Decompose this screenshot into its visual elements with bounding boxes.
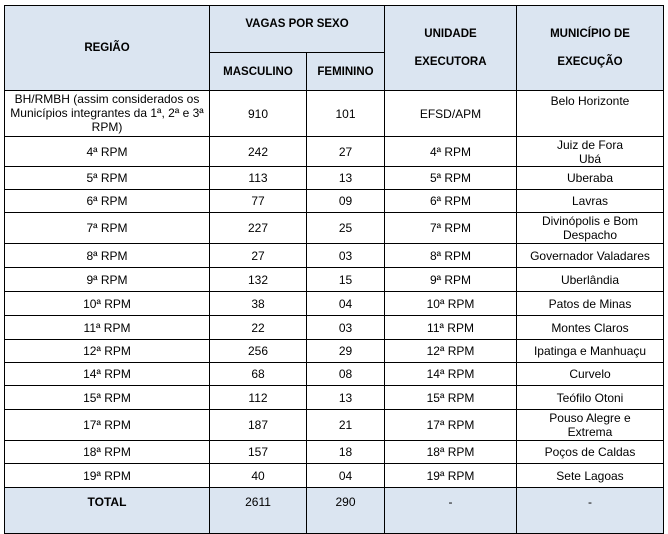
cell-total-feminino: 290 <box>307 488 385 534</box>
cell-feminino: 21 <box>307 410 385 441</box>
cell-feminino: 04 <box>307 292 385 316</box>
header-feminino: FEMININO <box>307 53 385 91</box>
cell-regiao: 17ª RPM <box>5 410 210 441</box>
table-body <box>5 91 664 534</box>
cell-municipio: Lavras <box>517 190 664 213</box>
table-row <box>5 410 664 441</box>
cell-feminino: 27 <box>307 137 385 167</box>
cell-masculino: 187 <box>210 410 307 441</box>
cell-masculino: 68 <box>210 363 307 386</box>
table-row <box>5 441 664 464</box>
table-row <box>5 244 664 268</box>
table-row <box>5 213 664 244</box>
cell-municipio: Pouso Alegre e Extrema <box>517 410 664 441</box>
cell-regiao: 8ª RPM <box>5 244 210 268</box>
cell-feminino: 29 <box>307 340 385 363</box>
table-row <box>5 363 664 386</box>
cell-regiao: 14ª RPM <box>5 363 210 386</box>
table-row <box>5 268 664 292</box>
cell-total-unidade: - <box>385 488 517 534</box>
cell-feminino: 08 <box>307 363 385 386</box>
cell-unidade: 9ª RPM <box>385 268 517 292</box>
cell-masculino: 113 <box>210 167 307 190</box>
table-row <box>5 386 664 410</box>
cell-masculino: 40 <box>210 464 307 488</box>
cell-unidade: 4ª RPM <box>385 137 517 167</box>
cell-feminino: 03 <box>307 244 385 268</box>
cell-regiao: 5ª RPM <box>5 167 210 190</box>
cell-masculino: 227 <box>210 213 307 244</box>
table-row <box>5 167 664 190</box>
cell-unidade: 19ª RPM <box>385 464 517 488</box>
header-vagas-por-sexo: VAGAS POR SEXO <box>210 6 385 53</box>
cell-municipio: Curvelo <box>517 363 664 386</box>
cell-masculino: 27 <box>210 244 307 268</box>
cell-regiao: 4ª RPM <box>5 137 210 167</box>
header-unidade-line2: EXECUTORA <box>414 56 487 68</box>
cell-feminino: 18 <box>307 441 385 464</box>
total-row <box>5 488 664 534</box>
cell-unidade: EFSD/APM <box>385 91 517 137</box>
cell-unidade: 10ª RPM <box>385 292 517 316</box>
cell-municipio: Divinópolis e Bom Despacho <box>517 213 664 244</box>
header-municipio-line2: EXECUÇÃO <box>557 56 623 68</box>
cell-feminino: 101 <box>307 91 385 137</box>
header-masculino: MASCULINO <box>210 53 307 91</box>
cell-total-municipio: - <box>517 488 664 534</box>
cell-regiao: 7ª RPM <box>5 213 210 244</box>
cell-unidade: 18ª RPM <box>385 441 517 464</box>
table-row <box>5 316 664 340</box>
cell-masculino: 242 <box>210 137 307 167</box>
table-row <box>5 340 664 363</box>
cell-feminino: 25 <box>307 213 385 244</box>
cell-municipio: Sete Lagoas <box>517 464 664 488</box>
cell-total-masculino: 2611 <box>210 488 307 534</box>
cell-feminino: 03 <box>307 316 385 340</box>
cell-masculino: 910 <box>210 91 307 137</box>
cell-unidade: 6ª RPM <box>385 190 517 213</box>
cell-regiao: 19ª RPM <box>5 464 210 488</box>
cell-masculino: 256 <box>210 340 307 363</box>
cell-municipio: Uberlândia <box>517 268 664 292</box>
cell-feminino: 13 <box>307 167 385 190</box>
cell-regiao: 11ª RPM <box>5 316 210 340</box>
header-unidade-executora <box>385 6 517 91</box>
cell-municipio: Patos de Minas <box>517 292 664 316</box>
cell-masculino: 112 <box>210 386 307 410</box>
cell-feminino: 15 <box>307 268 385 292</box>
table-row <box>5 137 664 167</box>
cell-regiao: 9ª RPM <box>5 268 210 292</box>
cell-unidade: 5ª RPM <box>385 167 517 190</box>
cell-municipio: Uberaba <box>517 167 664 190</box>
cell-masculino: 38 <box>210 292 307 316</box>
cell-unidade: 8ª RPM <box>385 244 517 268</box>
cell-unidade: 14ª RPM <box>385 363 517 386</box>
cell-regiao: 18ª RPM <box>5 441 210 464</box>
vacancy-table-wrapper <box>4 5 664 534</box>
cell-municipio: Poços de Caldas <box>517 441 664 464</box>
cell-regiao: 10ª RPM <box>5 292 210 316</box>
cell-municipio: Ipatinga e Manhuaçu <box>517 340 664 363</box>
cell-unidade: 15ª RPM <box>385 386 517 410</box>
header-municipio-execucao <box>517 6 664 91</box>
cell-regiao: 6ª RPM <box>5 190 210 213</box>
cell-regiao: 12ª RPM <box>5 340 210 363</box>
cell-unidade: 17ª RPM <box>385 410 517 441</box>
cell-masculino: 132 <box>210 268 307 292</box>
table-row <box>5 292 664 316</box>
header-regiao: REGIÃO <box>5 6 210 91</box>
cell-feminino: 13 <box>307 386 385 410</box>
header-municipio-line1: MUNICÍPIO DE <box>550 28 630 40</box>
cell-masculino: 157 <box>210 441 307 464</box>
cell-municipio: Teófilo Otoni <box>517 386 664 410</box>
table-header <box>5 6 664 91</box>
cell-municipio: Governador Valadares <box>517 244 664 268</box>
cell-municipio: Montes Claros <box>517 316 664 340</box>
cell-municipio: Juiz de Fora Ubá <box>517 137 664 167</box>
cell-total-label: TOTAL <box>5 488 210 534</box>
cell-regiao: 15ª RPM <box>5 386 210 410</box>
cell-feminino: 09 <box>307 190 385 213</box>
cell-unidade: 12ª RPM <box>385 340 517 363</box>
cell-unidade: 7ª RPM <box>385 213 517 244</box>
cell-feminino: 04 <box>307 464 385 488</box>
cell-masculino: 77 <box>210 190 307 213</box>
header-unidade-line1: UNIDADE <box>424 28 477 40</box>
cell-regiao: BH/RMBH (assim considerados os Municípios integrantes da 1ª, 2ª e 3ª RPM) <box>5 91 210 137</box>
cell-municipio: Belo Horizonte <box>517 91 664 137</box>
table-row <box>5 464 664 488</box>
table-row <box>5 91 664 137</box>
table-row <box>5 190 664 213</box>
vacancy-table <box>4 5 664 534</box>
cell-masculino: 22 <box>210 316 307 340</box>
cell-unidade: 11ª RPM <box>385 316 517 340</box>
